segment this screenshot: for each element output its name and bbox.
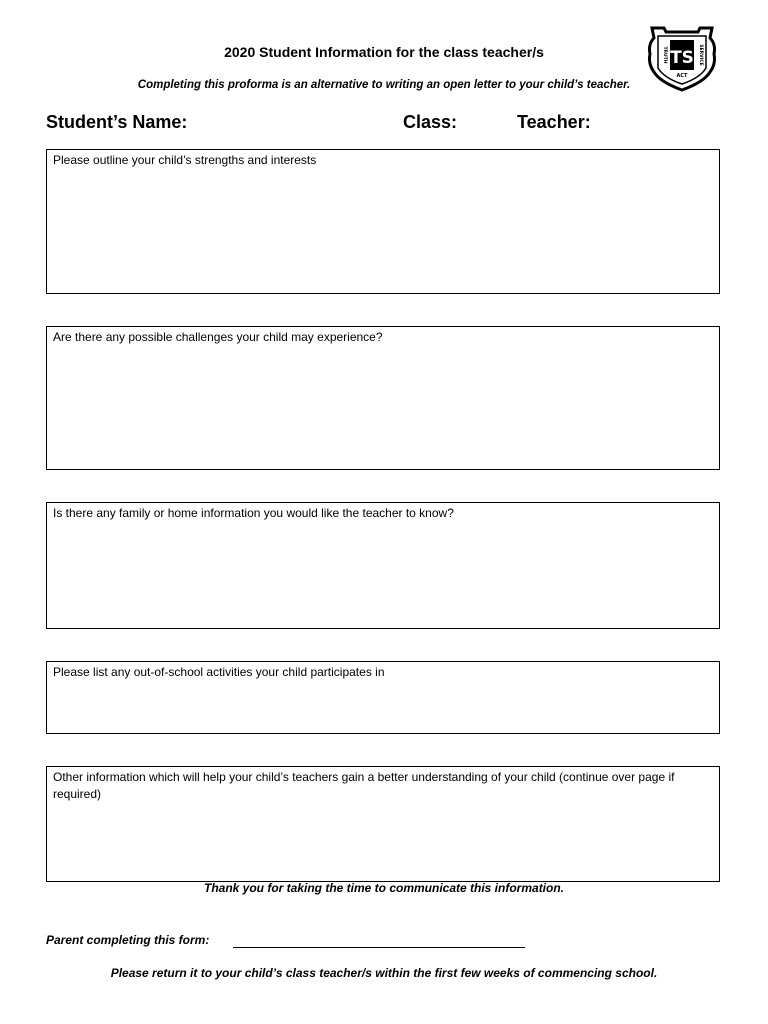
logo-side-text-left: TRUTH (662, 46, 667, 64)
other-information-box[interactable] (46, 766, 720, 882)
logo-letters: TS (670, 48, 694, 68)
family-home-info-label: Is there any family or home information you would like the teacher to know? (53, 506, 454, 520)
student-name-label: Student’s Name: (46, 112, 188, 132)
other-information-label: Other information which will help your child’s teachers gain a better understanding of your child (continue over page if required) (53, 770, 675, 801)
family-home-info-box[interactable] (46, 502, 720, 629)
out-of-school-activities-label: Please list any out-of-school activities your child participates in (53, 665, 385, 679)
logo-bottom-text: ACT (676, 73, 688, 79)
form-title: 2020 Student Information for the class teacher/s (224, 44, 544, 60)
strengths-interests-box[interactable] (46, 149, 720, 294)
return-instructions: Please return it to your child’s class teacher/s within the first few weeks of commencing school. (110, 966, 658, 980)
teacher-label: Teacher: (517, 112, 591, 132)
challenges-box[interactable] (46, 326, 720, 470)
thank-you-note: Thank you for taking the time to communicate this information. (203, 881, 565, 895)
parent-signature-line[interactable] (233, 947, 525, 948)
form-subtitle: Completing this proforma is an alternative to writing an open letter to your child’s teacher. (137, 79, 631, 91)
parent-completing-label: Parent completing this form: (46, 933, 210, 947)
out-of-school-activities-box[interactable] (46, 661, 720, 734)
logo-side-text-right: SERVICE (698, 44, 703, 66)
strengths-interests-label: Please outline your child’s strengths and interests (53, 153, 317, 167)
challenges-label: Are there any possible challenges your child may experience? (53, 330, 383, 344)
class-label: Class: (403, 112, 458, 132)
